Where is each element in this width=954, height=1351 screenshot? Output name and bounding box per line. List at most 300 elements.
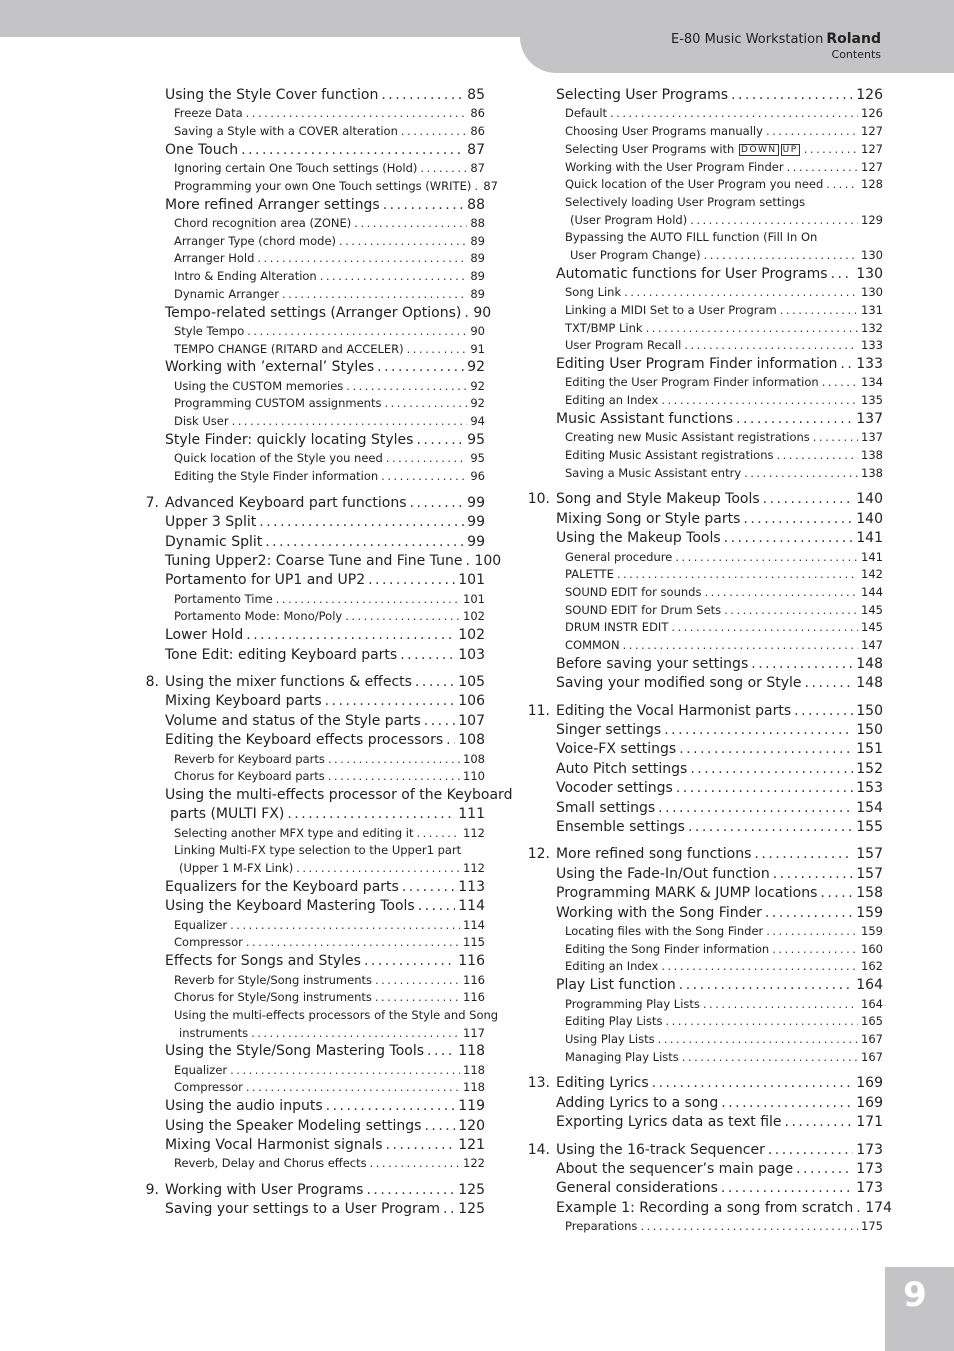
entry-title bbox=[556, 1141, 765, 1160]
page-ref: 100 bbox=[474, 552, 502, 569]
entry-title-text: COMMON bbox=[565, 638, 620, 653]
entry-title-text: Working with the Song Finder bbox=[556, 904, 762, 921]
page-ref: 99 bbox=[467, 514, 485, 531]
toc-entry[interactable] bbox=[133, 358, 485, 377]
toc-entry[interactable] bbox=[133, 431, 485, 450]
toc-entry[interactable] bbox=[524, 760, 883, 779]
page-ref: 135 bbox=[861, 393, 883, 408]
page-ref: 167 bbox=[861, 1049, 883, 1064]
entry-title bbox=[165, 1117, 421, 1136]
dot-leader bbox=[690, 760, 853, 779]
toc-entry[interactable] bbox=[133, 1062, 485, 1080]
dot-leader bbox=[465, 552, 471, 571]
toc-entry[interactable] bbox=[133, 250, 485, 268]
toc-entry[interactable] bbox=[524, 584, 883, 602]
toc-entry[interactable] bbox=[133, 196, 485, 215]
entry-title-text: Working with ’external’ Styles bbox=[165, 359, 375, 376]
entry-title-text: User Program Recall bbox=[565, 338, 682, 353]
entry-title bbox=[556, 845, 751, 864]
entry-title bbox=[556, 976, 676, 995]
toc-entry[interactable] bbox=[133, 1097, 485, 1116]
page-ref: 157 bbox=[856, 846, 883, 863]
toc-entry[interactable] bbox=[133, 413, 485, 431]
toc-entry[interactable] bbox=[524, 602, 883, 620]
toc-entry[interactable] bbox=[133, 141, 485, 160]
entry-title bbox=[565, 619, 668, 637]
dot-leader bbox=[766, 123, 858, 141]
toc-entry[interactable] bbox=[524, 1031, 883, 1049]
dot-leader bbox=[246, 1079, 460, 1097]
dot-leader bbox=[246, 934, 460, 952]
dot-leader bbox=[247, 323, 467, 341]
toc-entry[interactable] bbox=[133, 378, 485, 396]
entry-title bbox=[165, 646, 397, 665]
toc-entry[interactable] bbox=[524, 447, 883, 465]
toc-entry[interactable] bbox=[133, 646, 485, 665]
toc-entry[interactable] bbox=[524, 410, 883, 429]
toc-entry[interactable] bbox=[524, 996, 883, 1014]
toc-entry[interactable] bbox=[524, 1179, 883, 1198]
toc-entry[interactable] bbox=[524, 141, 883, 159]
dot-leader bbox=[765, 904, 853, 923]
toc-entry[interactable] bbox=[524, 123, 883, 141]
page-ref: 96 bbox=[470, 468, 485, 483]
toc-entry[interactable] bbox=[133, 304, 492, 323]
toc-entry[interactable] bbox=[524, 1160, 883, 1179]
toc-entry[interactable] bbox=[133, 215, 485, 233]
toc-right-column bbox=[524, 86, 892, 1236]
entry-title-text: Chorus for Style/Song instruments bbox=[174, 990, 372, 1005]
toc-entry[interactable] bbox=[133, 571, 485, 590]
entry-title bbox=[556, 355, 837, 374]
dot-leader bbox=[381, 86, 464, 105]
toc-entry[interactable] bbox=[524, 176, 883, 194]
toc-entry[interactable] bbox=[524, 904, 883, 923]
entry-title bbox=[174, 123, 398, 141]
toc-entry[interactable] bbox=[524, 465, 883, 483]
entry-title-text: Equalizers for the Keyboard parts bbox=[165, 878, 399, 895]
page-ref: 145 bbox=[861, 602, 883, 617]
toc-entry[interactable] bbox=[133, 323, 485, 341]
dot-leader bbox=[386, 450, 468, 468]
entry-title bbox=[556, 818, 685, 837]
entry-title bbox=[565, 549, 672, 567]
toc-entry[interactable] bbox=[133, 1025, 485, 1043]
toc-left-column bbox=[133, 86, 513, 1220]
toc-entry[interactable] bbox=[524, 337, 883, 355]
page-ref: 108 bbox=[463, 751, 485, 766]
entry-title bbox=[556, 865, 770, 884]
entry-title bbox=[565, 923, 763, 941]
toc-entry[interactable] bbox=[133, 233, 485, 251]
dot-leader bbox=[410, 494, 465, 513]
toc-entry[interactable] bbox=[133, 917, 485, 935]
dot-leader bbox=[684, 337, 858, 355]
entry-title-text: Using the Fade-In/Out function bbox=[556, 865, 770, 882]
toc-entry[interactable] bbox=[524, 566, 883, 584]
page-ref: 133 bbox=[856, 355, 883, 372]
toc-chapter-entry[interactable] bbox=[524, 702, 883, 721]
entry-title bbox=[179, 860, 293, 878]
dot-leader bbox=[381, 468, 467, 486]
toc-entry[interactable] bbox=[524, 1094, 883, 1113]
toc-entry[interactable] bbox=[133, 1117, 485, 1136]
entry-title bbox=[565, 958, 658, 976]
toc-entry[interactable] bbox=[133, 768, 485, 786]
toc-entry[interactable] bbox=[133, 160, 485, 178]
dot-leader bbox=[296, 860, 460, 878]
entry-title-text: Adding Lyrics to a song bbox=[556, 1094, 719, 1111]
dot-leader bbox=[375, 972, 460, 990]
toc-entry[interactable] bbox=[133, 450, 485, 468]
entry-title-text: Using the CUSTOM memories bbox=[174, 378, 344, 393]
toc-entry[interactable] bbox=[524, 1218, 883, 1236]
page-ref: 129 bbox=[861, 212, 883, 227]
entry-title bbox=[165, 897, 415, 916]
toc-entry[interactable] bbox=[524, 355, 883, 374]
page-ref: 85 bbox=[467, 87, 485, 103]
dot-leader bbox=[743, 510, 853, 529]
page-ref: 165 bbox=[861, 1014, 883, 1029]
entry-title-text: Volume and status of the Style parts bbox=[165, 712, 421, 729]
entry-title-text: Editing the Vocal Harmonist parts bbox=[556, 702, 792, 719]
page-ref: 89 bbox=[470, 286, 485, 301]
page-ref: 153 bbox=[856, 780, 883, 797]
dot-leader bbox=[246, 626, 455, 645]
toc-entry[interactable] bbox=[133, 897, 485, 916]
entry-title-text: Ensemble settings bbox=[556, 818, 685, 835]
toc-entry[interactable] bbox=[524, 510, 883, 529]
dot-leader bbox=[368, 571, 455, 590]
toc-entry[interactable] bbox=[133, 608, 485, 626]
toc-chapter-entry[interactable] bbox=[524, 490, 883, 509]
entry-title-text: Disk User bbox=[174, 414, 229, 429]
entry-title-text: Equalizer bbox=[174, 1062, 228, 1077]
page-ref: 140 bbox=[856, 510, 883, 527]
toc-entry[interactable] bbox=[524, 941, 883, 959]
page-ref: 128 bbox=[861, 177, 883, 192]
toc-entry[interactable] bbox=[524, 1113, 883, 1132]
toc-entry[interactable] bbox=[524, 799, 883, 818]
dot-leader bbox=[384, 395, 467, 413]
toc-entry[interactable] bbox=[524, 105, 883, 123]
entry-title-text: Tempo-related settings (Arranger Options) bbox=[165, 304, 462, 321]
toc-entry[interactable] bbox=[524, 212, 883, 230]
dot-leader bbox=[688, 818, 853, 837]
entry-title-text: (User Program Hold) bbox=[570, 212, 688, 227]
toc-chapter-entry[interactable] bbox=[133, 1181, 485, 1200]
dot-leader bbox=[427, 1042, 455, 1061]
toc-entry[interactable] bbox=[133, 591, 485, 609]
toc-entry[interactable] bbox=[524, 247, 883, 265]
toc-entry[interactable] bbox=[133, 878, 485, 897]
toc-entry[interactable] bbox=[524, 374, 883, 392]
toc-entry[interactable] bbox=[133, 805, 485, 824]
header-title bbox=[671, 31, 881, 47]
toc-entry[interactable] bbox=[524, 655, 883, 674]
page-ref: 145 bbox=[861, 620, 883, 635]
entry-title-text: Selecting another MFX type and editing it bbox=[174, 825, 414, 840]
entry-title bbox=[565, 1013, 662, 1031]
toc-entry[interactable] bbox=[524, 865, 883, 884]
entry-title bbox=[174, 323, 244, 341]
dot-leader bbox=[785, 1113, 854, 1132]
toc-entry[interactable] bbox=[133, 952, 485, 971]
entry-title bbox=[565, 637, 620, 655]
toc-entry[interactable] bbox=[524, 779, 883, 798]
entry-title bbox=[174, 233, 336, 251]
page-ref: 87 bbox=[467, 141, 485, 158]
dot-leader bbox=[354, 215, 467, 233]
page-number-box bbox=[885, 1267, 954, 1351]
page-ref: 150 bbox=[856, 702, 883, 719]
entry-title-text: Play List function bbox=[556, 977, 676, 994]
page-ref: 148 bbox=[856, 655, 883, 672]
toc-entry[interactable] bbox=[524, 976, 883, 995]
toc-entry[interactable] bbox=[524, 194, 883, 212]
page-ref: 142 bbox=[861, 567, 883, 582]
dot-leader bbox=[424, 1117, 455, 1136]
dot-leader bbox=[420, 160, 467, 178]
entry-title bbox=[174, 413, 229, 431]
entry-title-text: SOUND EDIT for Drum Sets bbox=[565, 602, 722, 617]
entry-title-text: SOUND EDIT for sounds bbox=[565, 584, 702, 599]
entry-title-text: Reverb for Keyboard parts bbox=[174, 751, 325, 766]
page-ref: 92 bbox=[467, 359, 485, 376]
toc-entry[interactable] bbox=[133, 86, 485, 105]
entry-title bbox=[570, 247, 701, 265]
dot-leader bbox=[776, 447, 858, 465]
toc-entry[interactable] bbox=[133, 989, 485, 1007]
entry-title bbox=[165, 431, 413, 450]
entry-title bbox=[556, 674, 802, 693]
entry-title bbox=[174, 842, 485, 860]
page-ref: 138 bbox=[861, 465, 883, 480]
dot-leader bbox=[664, 721, 853, 740]
dot-leader bbox=[658, 799, 853, 818]
entry-title-text: Portamento Mode: Mono/Poly bbox=[174, 609, 343, 624]
entry-title bbox=[174, 608, 342, 626]
entry-title bbox=[174, 160, 417, 178]
entry-title-text: Linking Multi-FX type selection to the Upper1 part bbox=[174, 843, 462, 858]
toc-entry[interactable] bbox=[133, 751, 485, 769]
toc-entry[interactable] bbox=[524, 429, 883, 447]
dot-leader bbox=[724, 602, 858, 620]
toc-chapter-entry[interactable] bbox=[133, 673, 485, 692]
page-ref: 152 bbox=[856, 760, 883, 777]
dot-leader bbox=[241, 141, 464, 160]
toc-entry[interactable] bbox=[133, 395, 485, 413]
dot-leader bbox=[424, 712, 455, 731]
dot-leader bbox=[646, 320, 858, 338]
dot-leader bbox=[383, 196, 464, 215]
toc-entry[interactable] bbox=[133, 786, 513, 805]
dot-leader bbox=[386, 1136, 456, 1155]
toc-entry[interactable] bbox=[133, 626, 485, 645]
entry-title-text: Dynamic Split bbox=[165, 533, 263, 550]
entry-title-text: Mixing Keyboard parts bbox=[165, 693, 322, 710]
entry-title bbox=[556, 529, 721, 548]
entry-title bbox=[165, 626, 243, 645]
entry-title-text: Choosing User Programs manually bbox=[565, 124, 763, 139]
toc-entry[interactable] bbox=[524, 740, 883, 759]
page-ref: 116 bbox=[458, 953, 485, 970]
toc-entry[interactable] bbox=[524, 818, 883, 837]
toc-entry[interactable] bbox=[524, 302, 883, 320]
page-ref: 130 bbox=[856, 265, 883, 282]
toc-entry[interactable] bbox=[524, 265, 883, 284]
page-ref: 141 bbox=[856, 530, 883, 547]
entry-title-text: Lower Hold bbox=[165, 627, 244, 644]
toc-entry[interactable] bbox=[133, 825, 485, 843]
toc-entry[interactable] bbox=[524, 637, 883, 655]
dot-leader bbox=[796, 1160, 853, 1179]
toc-entry[interactable] bbox=[524, 1049, 883, 1067]
toc-entry[interactable] bbox=[524, 284, 883, 302]
toc-entry[interactable] bbox=[133, 712, 485, 731]
entry-title bbox=[556, 779, 673, 798]
toc-entry[interactable] bbox=[133, 468, 485, 486]
toc-entry[interactable] bbox=[133, 1200, 485, 1219]
dot-leader bbox=[416, 825, 460, 843]
entry-title bbox=[565, 429, 810, 447]
page-ref: 118 bbox=[463, 1080, 485, 1095]
entry-title-text: Editing an Index bbox=[565, 959, 659, 974]
toc-entry[interactable] bbox=[133, 286, 485, 304]
entry-title-text: About the sequencer’s main page bbox=[556, 1160, 794, 1177]
toc-entry[interactable] bbox=[524, 958, 883, 976]
toc-chapter-entry[interactable] bbox=[524, 1141, 883, 1160]
page-ref: 99 bbox=[467, 494, 485, 511]
toc-entry[interactable] bbox=[133, 972, 485, 990]
chapter-number: 9. bbox=[145, 1182, 159, 1199]
toc-entry[interactable] bbox=[524, 923, 883, 941]
dot-leader bbox=[230, 917, 460, 935]
entry-title-text: Using the Keyboard Mastering Tools bbox=[165, 898, 415, 915]
entry-title bbox=[565, 194, 883, 212]
page-ref: 101 bbox=[463, 591, 485, 606]
toc-entry[interactable] bbox=[133, 123, 485, 141]
toc-entry[interactable] bbox=[524, 619, 883, 637]
entry-title-text: Using the mixer functions & effects bbox=[165, 673, 412, 690]
entry-title-text: Before saving your settings bbox=[556, 655, 749, 672]
toc-entry[interactable] bbox=[133, 533, 485, 552]
toc-entry[interactable] bbox=[524, 392, 883, 410]
toc-entry[interactable] bbox=[133, 1042, 485, 1061]
toc-entry[interactable] bbox=[133, 1155, 485, 1173]
product-name: E-80 Music Workstation bbox=[671, 32, 824, 47]
page-ref: 160 bbox=[861, 941, 883, 956]
entry-title-text: Reverb for Style/Song instruments bbox=[174, 972, 372, 987]
dot-leader bbox=[265, 533, 464, 552]
toc-entry[interactable] bbox=[524, 229, 883, 247]
toc-entry[interactable] bbox=[133, 268, 485, 286]
dot-leader bbox=[768, 1141, 853, 1160]
dot-leader bbox=[623, 637, 858, 655]
entry-title-text: Singer settings bbox=[556, 721, 662, 738]
toc-entry[interactable] bbox=[133, 842, 485, 860]
toc-entry[interactable] bbox=[524, 86, 883, 105]
toc-entry[interactable] bbox=[133, 105, 485, 123]
button-key-up: UP bbox=[782, 144, 798, 155]
entry-title-text: Programming Play Lists bbox=[565, 996, 700, 1011]
entry-title-text: Using the Speaker Modeling settings bbox=[165, 1117, 422, 1134]
entry-title-text: (Upper 1 M-FX Link) bbox=[179, 861, 294, 876]
toc-entry[interactable] bbox=[133, 692, 485, 711]
entry-title bbox=[556, 655, 748, 674]
entry-title bbox=[174, 917, 227, 935]
entry-title-text: Editing Music Assistant registrations bbox=[565, 447, 774, 462]
toc-entry[interactable] bbox=[524, 159, 883, 177]
toc-entry[interactable] bbox=[524, 1199, 892, 1218]
toc-entry[interactable] bbox=[133, 341, 485, 359]
toc-entry[interactable] bbox=[133, 934, 485, 952]
entry-title bbox=[565, 229, 883, 247]
entry-title bbox=[165, 1097, 323, 1116]
page-ref: 116 bbox=[463, 972, 485, 987]
toc-entry[interactable] bbox=[133, 731, 485, 750]
toc-chapter-entry[interactable] bbox=[524, 845, 883, 864]
toc-entry[interactable] bbox=[524, 320, 883, 338]
toc-chapter-entry[interactable] bbox=[133, 494, 485, 513]
entry-title bbox=[565, 392, 658, 410]
page-ref: 125 bbox=[458, 1182, 485, 1199]
toc-entry[interactable] bbox=[133, 552, 502, 571]
page-ref: 111 bbox=[458, 806, 485, 823]
dot-leader bbox=[652, 1074, 854, 1093]
page-ref: 102 bbox=[458, 627, 485, 644]
entry-title-text: Editing Play Lists bbox=[565, 1014, 663, 1029]
page-ref: 89 bbox=[470, 251, 485, 266]
entry-title-text: Ignoring certain One Touch settings (Hold) bbox=[174, 161, 418, 176]
toc-entry[interactable] bbox=[524, 884, 883, 903]
toc-entry[interactable] bbox=[524, 1013, 883, 1031]
dot-leader bbox=[751, 655, 853, 674]
page-ref: 117 bbox=[463, 1025, 485, 1040]
entry-title bbox=[556, 884, 817, 903]
page-ref: 137 bbox=[856, 410, 883, 427]
dot-leader bbox=[251, 1025, 460, 1043]
entry-title-text: Compressor bbox=[174, 935, 243, 950]
page-ref: 86 bbox=[470, 106, 485, 121]
toc-entry[interactable] bbox=[133, 513, 485, 532]
entry-title bbox=[165, 141, 238, 160]
toc-entry[interactable] bbox=[133, 1136, 485, 1155]
toc-entry[interactable] bbox=[133, 1007, 499, 1025]
entry-title-text: Style Finder: quickly locating Styles bbox=[165, 431, 414, 448]
page-ref: 127 bbox=[861, 159, 883, 174]
page-ref: 91 bbox=[470, 341, 485, 356]
dot-leader bbox=[326, 1097, 456, 1116]
toc-entry[interactable] bbox=[133, 178, 498, 196]
toc-chapter-entry[interactable] bbox=[524, 1074, 883, 1093]
entry-title-text: User Program Change) bbox=[570, 248, 701, 263]
entry-title-text: Locating files with the Song Finder bbox=[565, 924, 764, 938]
toc-entry[interactable] bbox=[524, 529, 883, 548]
entry-title bbox=[165, 86, 378, 105]
dot-leader bbox=[675, 549, 858, 567]
toc-entry[interactable] bbox=[524, 674, 883, 693]
toc-entry[interactable] bbox=[524, 721, 883, 740]
entry-title-text: DRUM INSTR EDIT bbox=[565, 620, 669, 635]
toc-entry[interactable] bbox=[133, 860, 485, 878]
page-ref: 87 bbox=[483, 178, 498, 193]
entry-title bbox=[174, 341, 404, 359]
page-ref: 169 bbox=[856, 1094, 883, 1111]
toc-entry[interactable] bbox=[133, 1079, 485, 1097]
toc-entry[interactable] bbox=[524, 549, 883, 567]
page-ref: 127 bbox=[861, 141, 883, 156]
